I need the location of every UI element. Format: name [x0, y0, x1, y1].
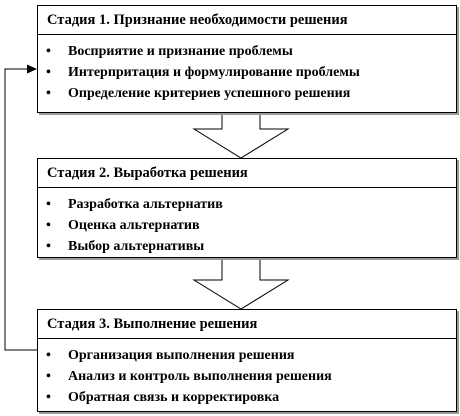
stage-3-item — [38, 387, 456, 408]
stage-2-item-label: Оценка альтернатив — [68, 218, 200, 233]
stage-2-item — [38, 194, 456, 215]
stage-1-item — [38, 41, 456, 62]
stage-1-item-label: Интерпритация и формулирование проблемы — [68, 65, 360, 80]
down-arrow-1-to-2 — [194, 113, 288, 158]
stage-1-title: Стадия 1. Признание необходимости решения — [38, 6, 456, 35]
stage-2-item — [38, 236, 456, 257]
down-arrow-2-to-3 — [194, 258, 288, 309]
stage-2-item-label: Выбор альтернативы — [68, 239, 205, 254]
bullet-icon: • — [46, 197, 51, 212]
stage-1-items — [38, 35, 456, 104]
bullet-icon: • — [46, 348, 51, 363]
bullet-icon: • — [46, 390, 51, 405]
stage-3-items — [38, 339, 456, 408]
stage-1-item — [38, 83, 456, 104]
stage-1-item-label: Определение критериев успешного решения — [68, 86, 351, 101]
feedback-arrowhead — [27, 65, 37, 74]
stage-3-box — [37, 309, 457, 412]
stage-2-item-label: Разработка альтернатив — [68, 197, 223, 212]
stage-2-box — [37, 158, 457, 258]
bullet-icon: • — [46, 44, 51, 59]
stage-3-item — [38, 366, 456, 387]
stage-3-item-label: Анализ и контроль выполнения решения — [68, 369, 332, 384]
bullet-icon: • — [46, 65, 51, 80]
stage-3-title: Стадия 3. Выполнение решения — [38, 310, 456, 339]
stage-3-item — [38, 345, 456, 366]
stage-2-items — [38, 188, 456, 257]
bullet-icon: • — [46, 86, 51, 101]
stage-1-item-label: Восприятие и признание проблемы — [68, 44, 293, 59]
bullet-icon: • — [46, 218, 51, 233]
stage-1-box — [37, 5, 457, 113]
stage-2-item — [38, 215, 456, 236]
bullet-icon: • — [46, 239, 51, 254]
stage-1-item — [38, 62, 456, 83]
bullet-icon: • — [46, 369, 51, 384]
stage-2-title: Стадия 2. Выработка решения — [38, 159, 456, 188]
stage-3-item-label: Обратная связь и корректировка — [68, 390, 280, 405]
stage-3-item-label: Организация выполнения решения — [68, 348, 295, 363]
feedback-loop-line — [5, 69, 37, 350]
